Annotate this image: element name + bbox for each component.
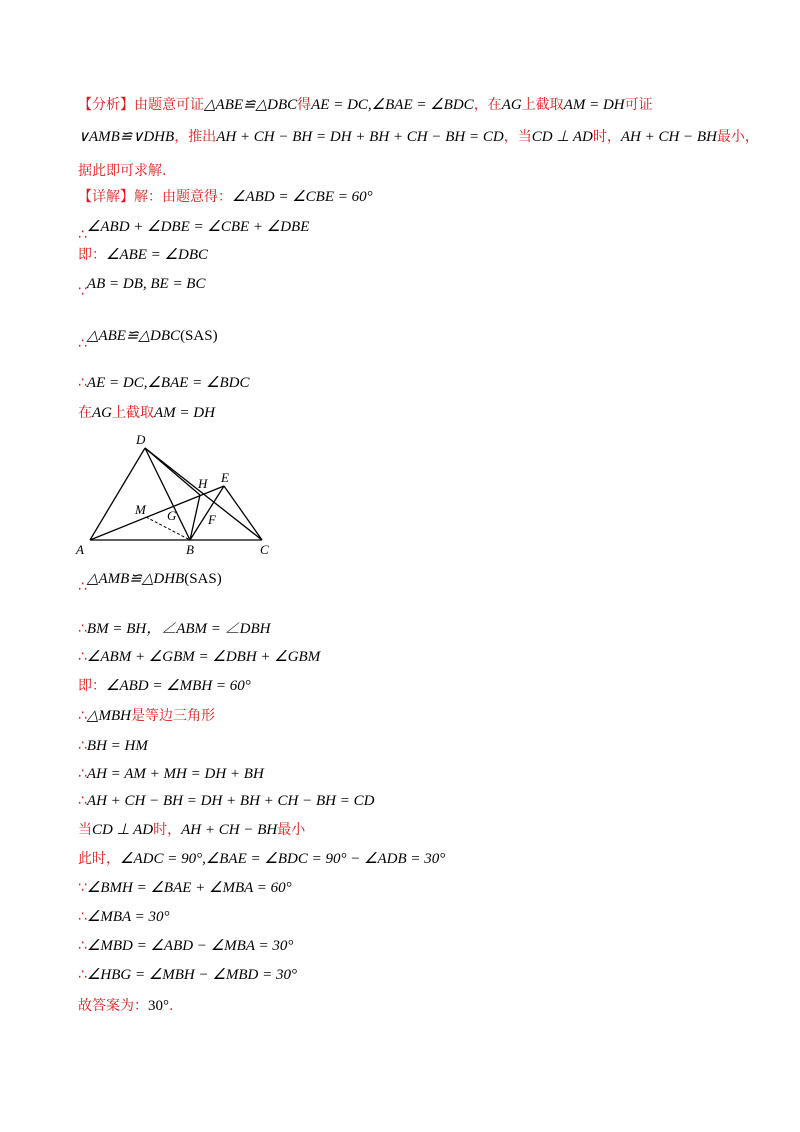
solution-line-5: ∴△ABE≌△DBC(SAS): [78, 328, 218, 352]
solution-line-6: ∴AE = DC,∠BAE = ∠BDC: [78, 375, 250, 391]
analysis-line-3: 据此即可求解.: [78, 163, 167, 179]
because-symbol: ∵: [78, 880, 87, 896]
therefore-symbol: ∴: [78, 579, 87, 595]
solution-line-13: ∴BH = HM: [78, 738, 148, 754]
solution-line-18: ∵∠BMH = ∠BAE + ∠MBA = 60°: [78, 880, 292, 896]
therefore-symbol: ∴: [78, 621, 87, 637]
analysis-label: 【分析】: [78, 97, 134, 113]
label-g: G: [167, 508, 177, 523]
solution-line-17: 此时，∠ADC = 90°,∠BAE = ∠BDC = 90° − ∠ADB = 30°: [78, 851, 446, 867]
label-m: M: [135, 502, 146, 517]
solution-line-14: ∴AH = AM + MH = DH + BH: [78, 766, 264, 782]
solution-line-15: ∴AH + CH − BH = DH + BH + CH − BH = CD: [78, 793, 375, 809]
analysis-line-2: ∨AMB≌∨DHB，推出AH + CH − BH = DH + BH + CH − BH = CD，当CD ⊥ AD时，AH + CH − BH最小，: [78, 129, 759, 145]
segment-be: [190, 486, 224, 540]
therefore-symbol: ∴: [78, 909, 87, 925]
label-f: F: [208, 512, 216, 527]
solution-line-3: 即：∠ABE = ∠DBC: [78, 247, 209, 263]
segment-dh: [145, 448, 200, 495]
therefore-symbol: ∴: [78, 708, 87, 724]
label-d: D: [136, 432, 146, 447]
therefore-symbol: ∴: [78, 336, 87, 352]
solution-line-12: ∴△MBH是等边三角形: [78, 708, 215, 724]
solution-answer: 故答案为：30°.: [78, 998, 174, 1014]
segment-db: [145, 448, 190, 540]
solution-line-21: ∴∠HBG = ∠MBH − ∠MBD = 30°: [78, 967, 297, 983]
segment-ae: [90, 486, 224, 540]
therefore-symbol: ∴: [78, 766, 87, 782]
therefore-symbol: ∴: [78, 375, 87, 391]
segment-ad: [90, 448, 145, 540]
solution-line-10: ∴∠ABM + ∠GBM = ∠DBH + ∠GBM: [78, 649, 321, 665]
therefore-symbol: ∴: [78, 967, 87, 983]
solution-line-1: 【详解】解：由题意得：∠ABD = ∠CBE = 60°: [78, 189, 373, 205]
geometry-diagram: [74, 428, 284, 558]
therefore-symbol: ∴: [78, 938, 87, 954]
label-a: A: [76, 542, 84, 557]
because-symbol: ∵: [78, 284, 87, 300]
label-b: B: [186, 542, 194, 557]
solution-line-4: ∵AB = DB, BE = BC: [78, 276, 206, 300]
solution-line-9: ∴BM = BH，∠ABM = ∠DBH: [78, 621, 271, 637]
solution-line-11: 即：∠ABD = ∠MBH = 60°: [78, 678, 251, 694]
analysis-line-1: 【分析】由题意可证△ABE≌△DBC得AE = DC,∠BAE = ∠BDC，在AG上截取AM = DH可证: [78, 97, 653, 113]
therefore-symbol: ∴: [78, 649, 87, 665]
solution-line-19: ∴∠MBA = 30°: [78, 909, 170, 925]
solution-label: 【详解】: [78, 189, 134, 205]
solution-line-2: ∴∠ABD + ∠DBE = ∠CBE + ∠DBE: [78, 219, 310, 243]
solution-line-16: 当CD ⊥ AD时，AH + CH − BH最小: [78, 822, 306, 838]
solution-line-7: 在AG上截取AM = DH: [78, 405, 215, 421]
segment-ec: [224, 486, 262, 540]
therefore-symbol: ∴: [78, 738, 87, 754]
therefore-symbol: ∴: [78, 793, 87, 809]
therefore-symbol: ∴: [78, 227, 87, 243]
solution-line-20: ∴∠MBD = ∠ABD − ∠MBA = 30°: [78, 938, 294, 954]
label-h: H: [198, 476, 208, 491]
label-c: C: [260, 542, 269, 557]
solution-line-8: ∴△AMB≌△DHB(SAS): [78, 571, 222, 595]
label-e: E: [221, 470, 229, 485]
